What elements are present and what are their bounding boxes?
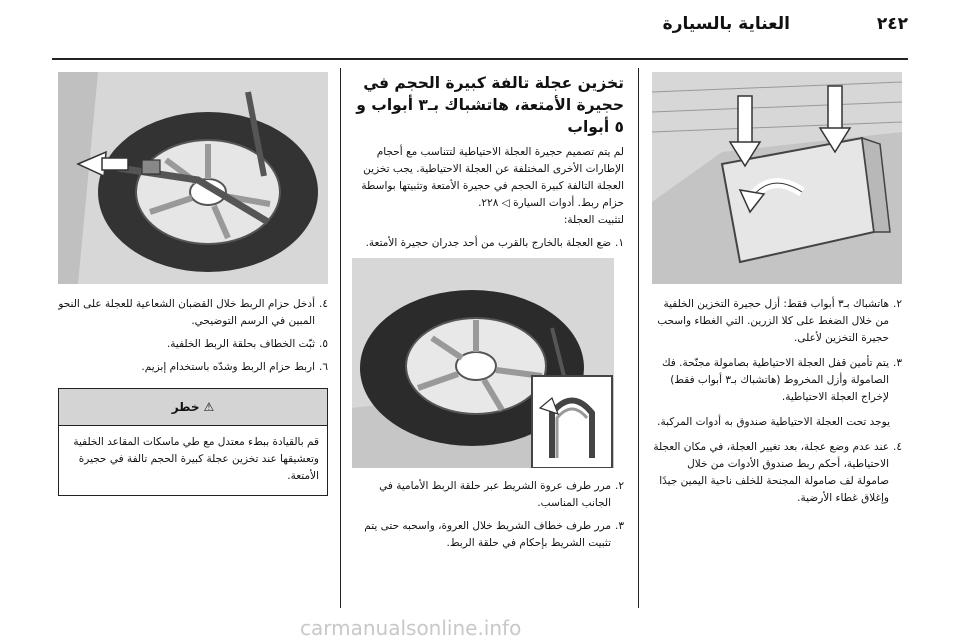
storage-compartment-figure — [652, 72, 902, 284]
right-column — [652, 72, 902, 607]
step-text: يتم تأمين قفل العجلة الاحتياطية بصامولة مجنّحة. فك الصامولة وأزل المخروط (هاتشباك بـ٣ أبواب فقط) لإخراج العجلة الاحتياطية. — [661, 357, 890, 403]
warning-text: قم بالقيادة ببطء معتدل مع طي ماسكات المقاعد الخلفية وتعشيقها عند تخزين عجلة كبيرة الحجم تالفة في حجيرة الأمتعة. — [73, 436, 319, 482]
step-text: هاتشباك بـ٣ أبواب فقط: أزل حجيرة التخزين الخلفية من خلال الضغط على كلا الزرين. التي الغطاء واسحب حجيرة التخزين لأعلى. — [657, 298, 890, 344]
step-text: أدخل حزام الربط خلال القضبان الشعاعية للعجلة على النحو المبين في الرسم التوضيحي. — [58, 298, 316, 327]
step-number: ١. — [615, 237, 624, 249]
tool-box-note: يوجد تحت العجلة الاحتياطية صندوق به أدوات المركبة. — [657, 416, 890, 428]
step-number: ٣. — [893, 357, 902, 369]
step-text: مرر طرف عروة الشريط عبر حلقة الربط الأمامية في الجانب المناسب. — [379, 480, 612, 509]
instruction-step — [652, 355, 902, 406]
wheel-strap-illustration — [58, 72, 328, 284]
section-heading: تخزين عجلة تالفة كبيرة الحجم في حجيرة الأمتعة، هاتشباك بـ٣ أبواب و ٥ أبواب — [356, 74, 624, 136]
warning-header — [59, 389, 327, 426]
step-number: ٢. — [615, 480, 624, 492]
instruction-step — [652, 439, 902, 507]
step-number: ٦. — [319, 361, 328, 373]
instruction-step — [352, 235, 624, 252]
column-divider — [638, 68, 639, 608]
intro-label: لتثبيت العجلة: — [563, 214, 624, 226]
instruction-step — [352, 478, 624, 512]
step-text: اربط حزام الربط وشدّه باستخدام إبزيم. — [141, 361, 316, 373]
left-column — [58, 72, 328, 607]
instruction-step — [352, 518, 624, 552]
step-text: عند عدم وضع عجلة، بعد تغيير العجلة، في مكان العجلة الاحتياطية، أحكم ربط صندوق الأدوات من خلال صامولة لف صامولة المجنحة للخلف ناحية اليمين جيدًا وإغلاق غطاء الأرضية. — [653, 441, 890, 504]
warning-title: خطر — [171, 400, 200, 414]
step-number: ٣. — [615, 520, 624, 532]
wheel-tie-down-illustration — [352, 258, 614, 468]
step-number: ٥. — [319, 338, 328, 350]
step-number: ٢. — [893, 298, 902, 310]
middle-column — [352, 72, 624, 607]
section-title: العناية بالسيارة — [662, 14, 790, 34]
tie-down-figure — [352, 258, 614, 468]
step-number: ٤. — [893, 441, 902, 453]
page-number: ٢٤٢ — [876, 14, 908, 34]
column-divider — [340, 68, 341, 608]
instruction-step — [58, 359, 328, 376]
storage-compartment-illustration — [652, 72, 902, 284]
wheel-strap-figure — [58, 72, 328, 284]
warning-box — [58, 388, 328, 496]
instruction-step — [58, 336, 328, 353]
step-text: ضع العجلة بالخارج بالقرب من أحد جدران حجيرة الأمتعة. — [365, 237, 612, 249]
intro-paragraph: لم يتم تصميم حجيرة العجلة الاحتياطية لتتناسب مع أحجام الإطارات الأخرى المختلفة عن العجلة الاحتياطية. يجب تخزين العجلة التالفة كبيرة الحجم في حجيرة الأمتعة وتثبيتها بواسطة حزام ربط. أدوات السيارة ◁ ٢٢٨. — [361, 146, 624, 209]
warning-triangle-icon: ⚠ — [203, 400, 215, 414]
step-text: مرر طرف خطاف الشريط خلال العروة، واسحبه حتى يتم تثبيت الشريط بإحكام في حلقة الربط. — [364, 520, 612, 549]
step-number: ٤. — [319, 298, 328, 310]
watermark: carmanualsonline.info — [300, 616, 522, 640]
step-text: ثبّت الخطاف بحلقة الربط الخلفية. — [166, 338, 316, 350]
header-rule — [52, 58, 908, 60]
instruction-step — [652, 296, 902, 347]
instruction-step — [58, 296, 328, 330]
page-header — [52, 14, 908, 40]
